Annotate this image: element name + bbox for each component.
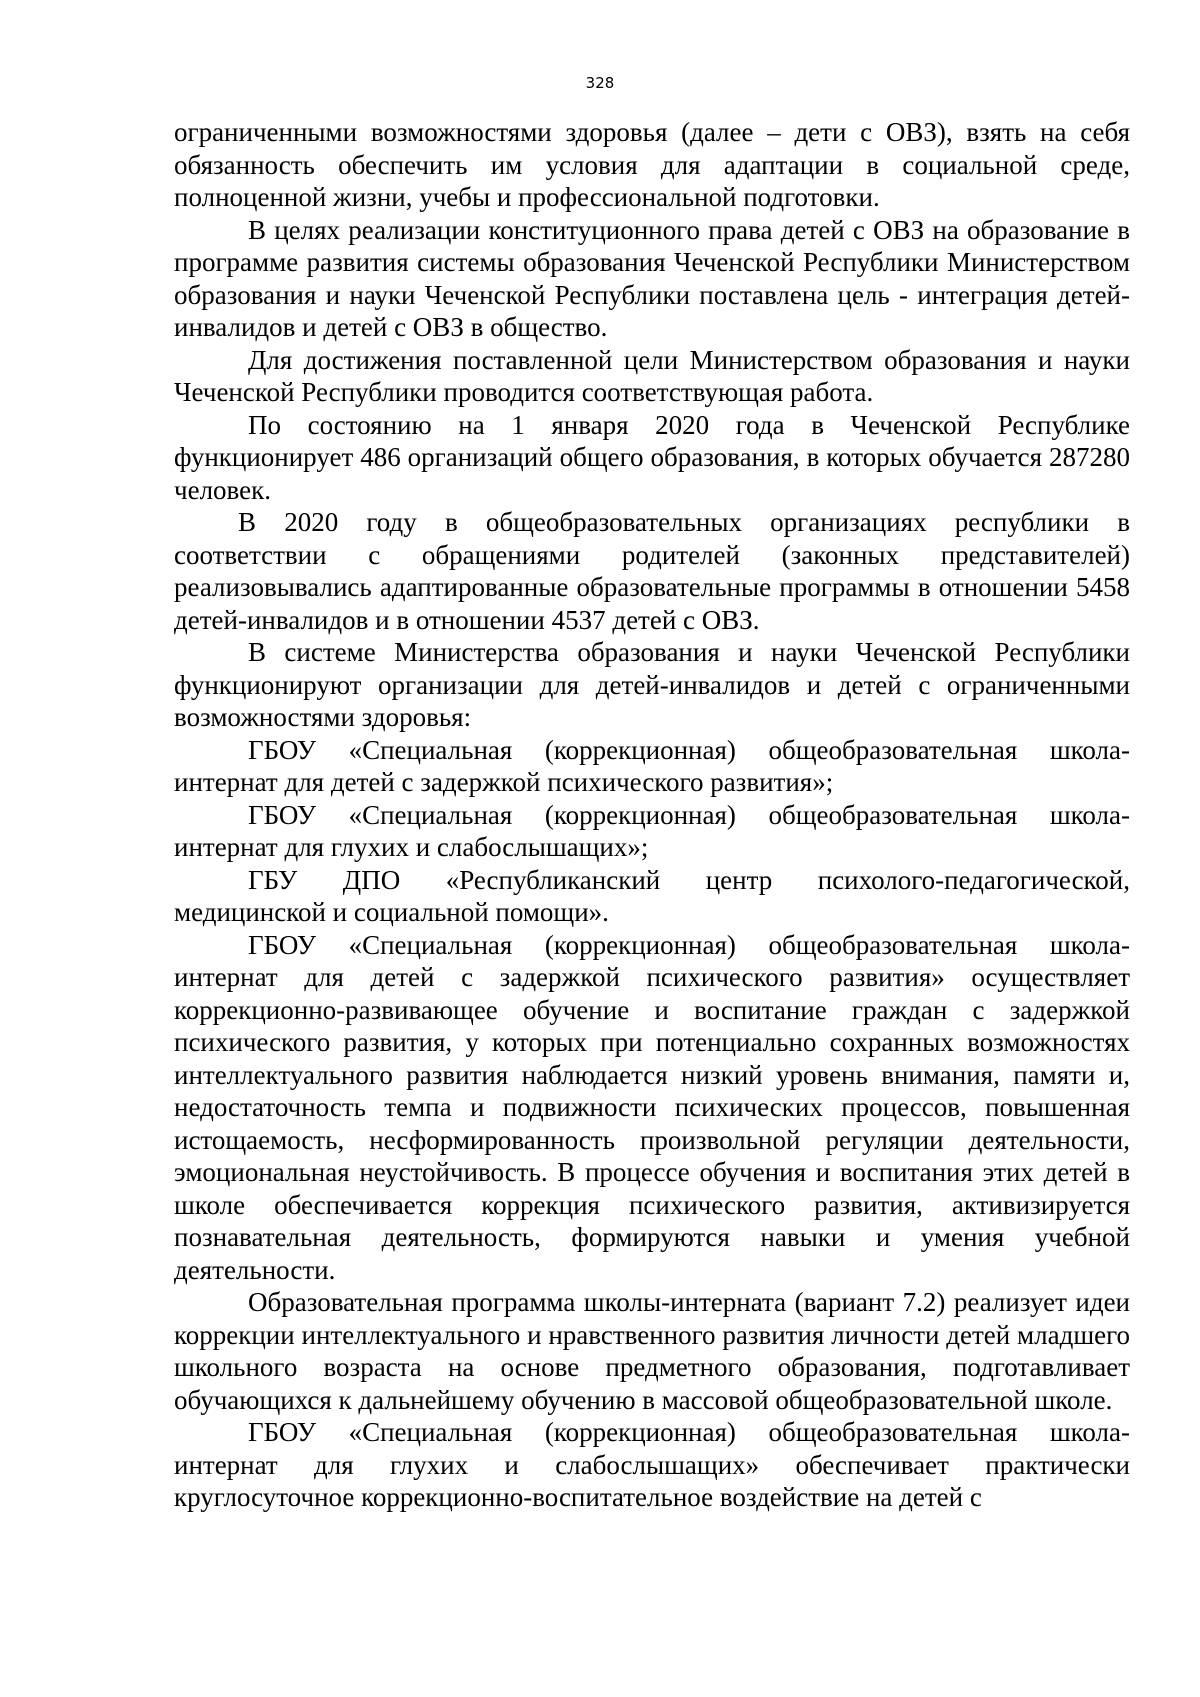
- paragraph-school-deaf-description: ГБОУ «Специальная (коррекционная) общеобразовательная школа-интернат для глухих и слабослышащих» обеспечивает практически круглосуточное коррекционно-воспитательное воздействие на детей с: [174, 1417, 1130, 1512]
- paragraph-educational-program: Образовательная программа школы-интерната (вариант 7.2) реализует идеи коррекции интеллектуального и нравственного развития личности детей младшего школьного возраста на основе предметного образования, подготавливает обучающихся к дальнейшему обучению в массовой общеобразовательной школе.: [174, 1287, 1130, 1415]
- list-item-school-zpr: ГБОУ «Специальная (коррекционная) общеобразовательная школа-интернат для детей с задержкой психического развития»;: [174, 734, 1130, 797]
- paragraph-school-zpr-description: ГБОУ «Специальная (коррекционная) общеобразовательная школа-интернат для детей с задержкой психического развития» осуществляет коррекционно-развивающее обучение и воспитание граждан с задержкой психического развития, у которых при потенциально сохранных возможностях интеллектуального развития наблюдается низкий уровень внимания, памяти и, недостаточность темпа и подвижности психических процессов, повышенная истощаемость, несформированность произвольной регуляции деятельности, эмоциональная неустойчивость. В процессе обучения и воспитания этих детей в школе обеспечивается коррекция психического развития, активизируется познавательная деятельность, формируются навыки и умения учебной деятельности.: [174, 929, 1130, 1285]
- list-item-school-deaf: ГБОУ «Специальная (коррекционная) общеобразовательная школа-интернат для глухих и слабослышащих»;: [174, 799, 1130, 862]
- page-number: 328: [585, 74, 615, 92]
- list-item-center-ppms: ГБУ ДПО «Республиканский центр психолого-педагогической, медицинской и социальной помощи».: [174, 864, 1130, 927]
- paragraph-goal-achievement: Для достижения поставленной цели Министерством образования и науки Чеченской Республики проводится соответствующая работа.: [174, 344, 1130, 407]
- paragraph-ministry-system: В системе Министерства образования и науки Чеченской Республики функционируют организации для детей-инвалидов и детей с ограниченными возможностями здоровья:: [174, 637, 1130, 732]
- paragraph-organizations-count: По состоянию на 1 января 2020 года в Чеченской Республике функционирует 486 организаций общего образования, в которых обучается 287280 человек.: [174, 409, 1130, 505]
- paragraph-continuation: ограниченными возможностями здоровья (далее – дети с ОВЗ), взять на себя обязанность обеспечить им условия для адаптации в социальной среде, полноценной жизни, учебы и профессиональной подготовки.: [174, 117, 1130, 212]
- paragraph-adapted-programs: В 2020 году в общеобразовательных организациях республики в соответствии с обращениями родителей (законных представителей) реализовывались адаптированные образовательные программы в отношении 5458 детей-инвалидов и в отношении 4537 детей с ОВЗ.: [174, 507, 1130, 635]
- paragraph-constitutional-right: В целях реализации конституционного права детей с ОВЗ на образование в программе развития системы образования Чеченской Республики Министерством образования и науки Чеченской Республики поставлена цель - интеграция детей-инвалидов и детей с ОВЗ в общество.: [174, 214, 1130, 342]
- document-body: [174, 116, 1130, 1514]
